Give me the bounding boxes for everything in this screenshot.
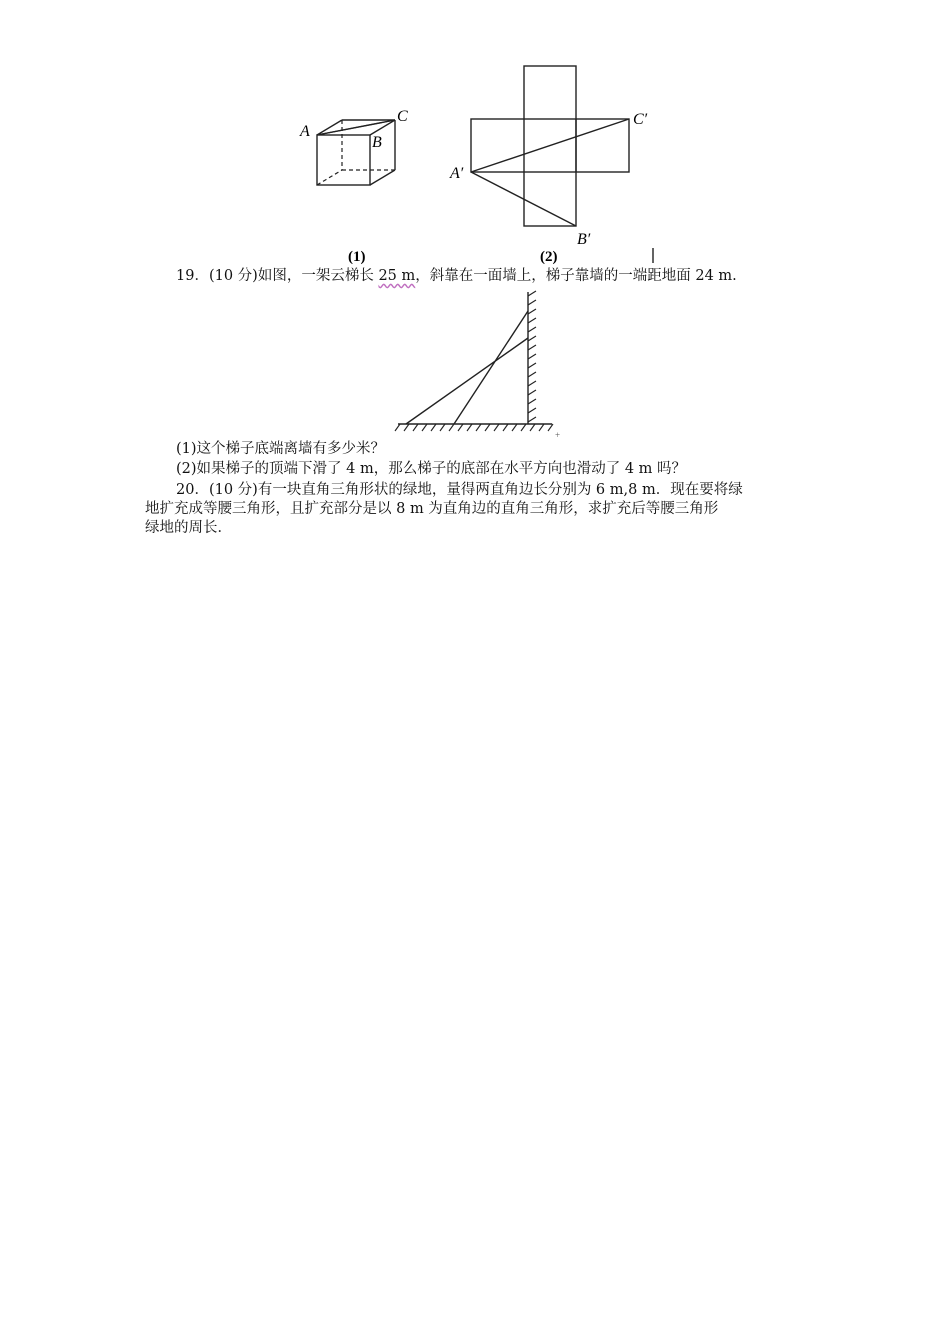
q20-line3: 绿地的周长． <box>145 520 232 536</box>
q19-score: (10 分) <box>208 268 258 284</box>
q19-length: 25 m <box>378 268 416 284</box>
figure2-caption: (2) <box>540 249 558 265</box>
cube-net-figure <box>440 60 670 270</box>
q19-sub2: (2)如果梯子的顶端下滑了 4 m，那么梯子的底部在水平方向也滑动了 4 m 吗？ <box>176 461 687 477</box>
label-b-prime: B′ <box>577 231 591 248</box>
label-a-prime: A′ <box>450 165 464 182</box>
q20-line2: 地扩充成等腰三角形，且扩充部分是以 8 m 为直角边的直角三角形，求扩充后等腰三角形 <box>145 501 719 517</box>
q19-sub1: (1)这个梯子底端离墙有多少米？ <box>176 441 386 457</box>
label-a: A <box>300 123 310 140</box>
label-c-prime: C′ <box>633 111 648 128</box>
net-line-ac <box>471 119 629 172</box>
q19-number: 19． <box>176 268 209 284</box>
ladder-original <box>454 311 528 424</box>
cube-front-face <box>317 135 370 185</box>
q19-text-after: ，斜靠在一面墙上，梯子靠墙的一端距地面 24 m. <box>415 268 737 284</box>
label-b: B <box>372 134 382 151</box>
q20-line1: 20．(10 分)有一块直角三角形状的绿地，量得两直角边长分别为 6 m,8 m．现在要将绿 <box>176 482 743 498</box>
q19-statement <box>176 267 846 286</box>
q19-text-before: 如图，一架云梯长 <box>257 268 379 284</box>
label-c: C <box>397 108 408 125</box>
ladder-figure <box>390 288 570 440</box>
ladder-slid <box>406 338 528 424</box>
svg-text:+: + <box>555 430 561 440</box>
figure1-caption: (1) <box>348 249 366 265</box>
cube-figure <box>290 95 430 270</box>
